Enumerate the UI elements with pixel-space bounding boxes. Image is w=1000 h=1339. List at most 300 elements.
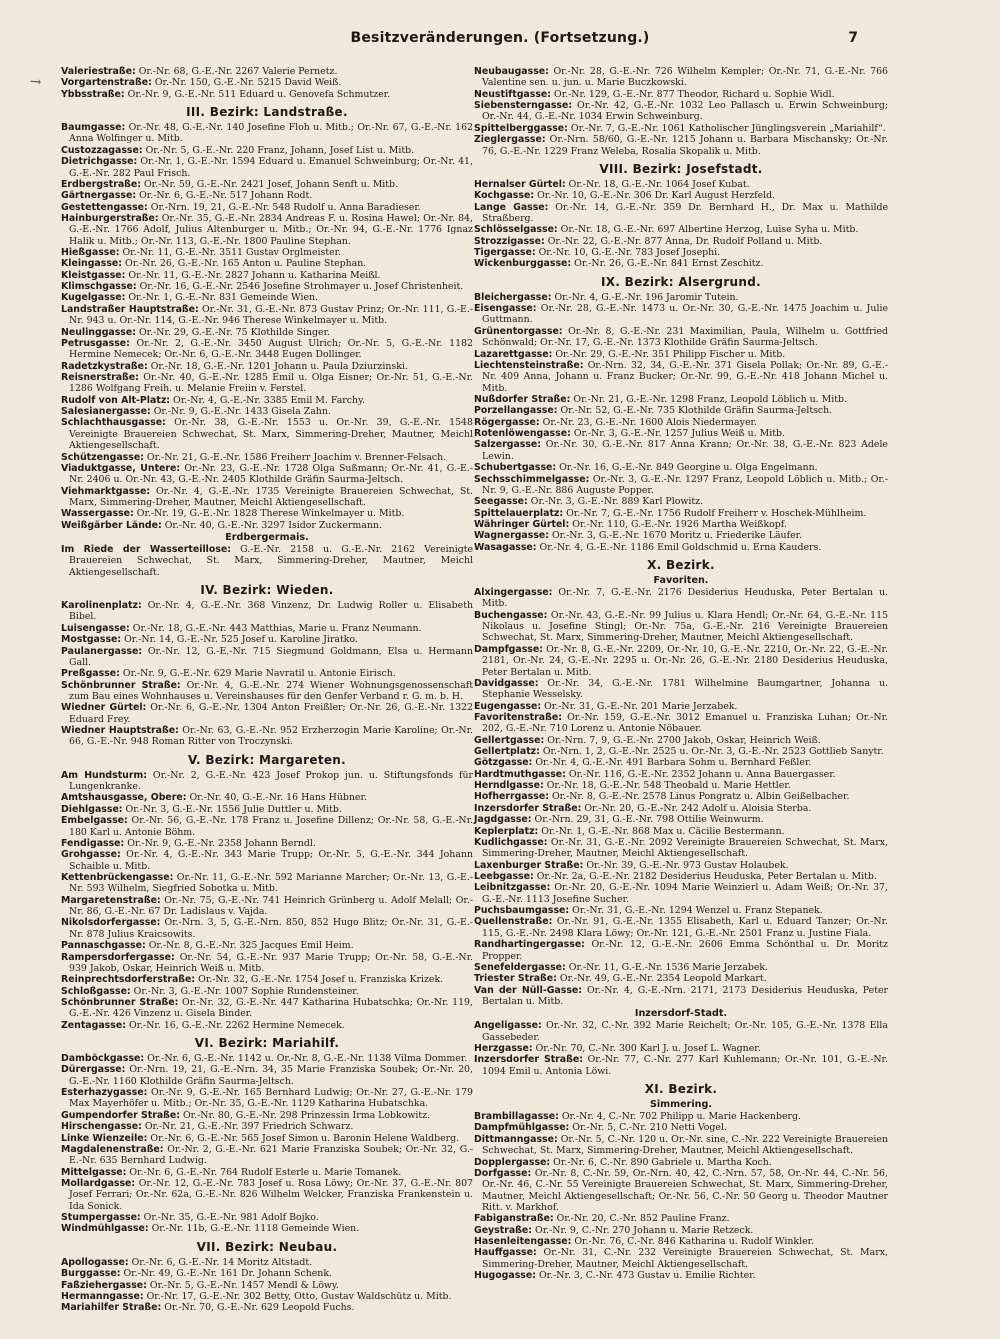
street-entry: [474, 871, 888, 882]
street-entry: [61, 1020, 473, 1031]
street-entry: [474, 496, 888, 507]
street-name: Götzgasse:: [474, 757, 533, 769]
street-name: Dampfgasse:: [474, 643, 543, 655]
street-name: Gellertplatz:: [474, 746, 540, 758]
entry-text: Or.-Nr. 68, G.-E.-Nr. 2267 Valerie Pernetz.: [138, 66, 338, 77]
street-name: Angeligasse:: [474, 1020, 542, 1032]
entry-text: Or.-Nr. 20, C.-Nr. 852 Pauline Franz.: [556, 1213, 730, 1225]
street-name: Wiedner Hauptstraße:: [61, 725, 179, 737]
street-name: Hugogasse:: [474, 1270, 536, 1282]
entry-text: Or.-Nr. 6, G.-E.-Nr. 517 Johann Rodt.: [139, 190, 313, 202]
street-entry: [61, 872, 473, 895]
street-name: Bleichergasse:: [474, 291, 552, 303]
street-name: Seegasse:: [474, 496, 528, 508]
street-entry: [474, 882, 888, 905]
entry-text: Or.-Nr. 40, G.-E.-Nr. 3297 Isidor Zuckermann.: [164, 519, 382, 531]
street-name: Salzergasse:: [474, 439, 542, 451]
street-name: Esterhazygasse:: [61, 1087, 148, 1099]
street-entry: [474, 100, 888, 123]
entry-text: Or.-Nr. 9, G.-E.-Nr. 511 Eduard u. Genovefa Schmutzer.: [127, 88, 391, 100]
street-entry: [474, 405, 888, 416]
street-name: Hauffgasse:: [474, 1247, 537, 1259]
street-name: Hardtmuthgasse:: [474, 768, 566, 780]
entry-text: Or.-Nr. 18, G.-E.-Nr. 1201 Johann u. Paula Dziurzinski.: [150, 360, 408, 372]
street-entry: [474, 1270, 888, 1281]
street-name: Faßziehergasse:: [61, 1279, 147, 1291]
entry-text: Or.-Nr. 8, G.-E.-Nr. 231 Maximilian, Paula, Wilhelm u. Gottfried Schönwald; Or.-Nr. 17, G.-E.-Nr. 1373 Klothilde Gräfin Saurma-Jeltsch.: [482, 325, 888, 349]
district-heading: V. Bezirk: Margareten.: [187, 752, 346, 767]
entry-text: Or.-Nrn. 32, 34, G.-E.-Nr. 371 Gisela Pollak; Or.-Nr. 89, G.-E.-Nr. 409 Anna, Johann u. Franz Bucker; Or.-Nr. 99, G.-E.-Nr. 418 Johann Michel u. Mitb.: [482, 359, 889, 394]
entry-text: Or.-Nr. 42, G.-E.-Nr. 1032 Leo Pallasch u. Erwin Schweinburg; Or.-Nr. 44, G.-E.-Nr. 1034 Erwin Schweinburg.: [482, 100, 889, 123]
street-name: Randhartingergasse:: [474, 939, 585, 951]
street-entry: [61, 508, 473, 519]
entry-text: Or.-Nrn. 19, 21, G.-E.-Nr. 548 Rudolf u. Anna Baradieser.: [150, 201, 421, 213]
street-name: Grohgasse:: [61, 849, 121, 861]
street-entry: [474, 1134, 888, 1157]
street-name: Burggasse:: [61, 1268, 121, 1280]
street-entry: [474, 985, 888, 1008]
entry-text: Or.-Nr. 6, G.-E.-Nr. 1304 Anton Freißler; Or.-Nr. 26, G.-E.-Nr. 1322 Eduard Frey.: [69, 702, 473, 725]
street-entry: [474, 134, 888, 157]
street-entry: [61, 997, 473, 1020]
subsection-heading: Simmering.: [649, 1099, 713, 1111]
entry-text: Or.-Nr. 77, C.-Nr. 277 Karl Kuhlemann; Or.-Nr. 101, G.-E.-Nr. 1094 Emil u. Antonia Löwi.: [482, 1054, 888, 1077]
entry-text: Or.-Nr. 7, G.-E.-Nr. 2176 Desiderius Heuduska, Peter Bertalan u. Mitb.: [482, 587, 888, 610]
street-name: Porzellangasse:: [474, 405, 558, 417]
entry-text: Or.-Nr. 4, G.-E.-Nr. 1735 Vereinigte Brauereien Schwechat, St. Marx, Simmering-Dreher, Mautner, Meichl Aktiengesellschaft.: [69, 485, 473, 508]
entry-text: Or.-Nr. 2, G.-E.-Nr. 621 Marie Franziska Soubek; Or.-Nr. 32, G.-E.-Nr. 635 Bernhard Ludwig.: [69, 1143, 473, 1167]
street-entry: [61, 1268, 473, 1279]
street-entry: [474, 678, 888, 701]
street-entry: [61, 974, 473, 985]
subsection-heading: Erdbergermais.: [225, 532, 309, 544]
entry-text: Or.-Nr. 5, G.-E.-Nr. 1457 Mendl & Löwy.: [149, 1279, 339, 1291]
street-entry: [61, 815, 473, 838]
entry-text: Or.-Nr. 9, G.-E.-Nr. 2358 Johann Berndl.: [127, 837, 316, 849]
entry-text: Or.-Nr. 9, G.-E.-Nr. 629 Marie Navratil u. Antonie Eirisch.: [122, 668, 396, 680]
street-name: Custozzagasse:: [61, 144, 143, 156]
street-name: Dietrichgasse:: [61, 156, 138, 168]
entry-text: Or.-Nr. 28, G.-E.-Nr. 726 Wilhelm Kempler; Or.-Nr. 71, G.-E.-Nr. 766 Valentine sen. u. jun. u. Marie Buczkowski.: [482, 66, 889, 89]
street-name: Hirschengasse:: [61, 1121, 142, 1133]
street-entry: [474, 1111, 888, 1122]
entry-text: Or.-Nr. 76, C.-Nr. 846 Katharina u. Rudolf Winkler.: [574, 1236, 815, 1248]
street-name: Buchengasse:: [474, 609, 548, 621]
street-entry: [474, 66, 888, 89]
street-entry: [61, 520, 473, 531]
street-name: Fabiganstraße:: [474, 1213, 554, 1225]
street-entry: [474, 417, 888, 428]
entry-text: Or.-Nr. 56, G.-E.-Nr. 178 Franz u. Josefine Dillenz; Or.-Nr. 58, G.-E.-Nr. 180 Karl u. Antonie Böhm.: [69, 815, 473, 838]
street-name: Margaretenstraße:: [61, 894, 161, 906]
entry-text: Or.-Nr. 40, G.-E.-Nr. 16 Hans Hübner.: [189, 792, 367, 804]
street-name: Kettenbrückengasse:: [61, 872, 174, 883]
entry-text: Or.-Nrn. 58/60, G.-E.-Nr. 1215 Johann u. Barbara Mischansky; Or.-Nr. 76, G.-E.-Nr. 1229 Franz Weleba, Rosalia Skopalik u. Mitb.: [482, 134, 888, 157]
entry-text: Or.-Nr. 29, G.-E.-Nr. 351 Philipp Fischer u. Mitb.: [555, 348, 786, 360]
entry-text: Or.-Nr. 116, G.-E.-Nr. 2352 Johann u. Anna Bauergasser.: [568, 768, 836, 780]
street-name: Herndlgasse:: [474, 780, 544, 792]
street-entry: [61, 1212, 473, 1223]
street-entry: [474, 962, 888, 973]
street-entry: [474, 224, 888, 235]
street-entry: [474, 916, 888, 939]
street-entry: [61, 702, 473, 725]
street-entry: [61, 646, 473, 669]
entry-text: Or.-Nr. 20, G.-E.-Nr. 1094 Marie Weinzierl u. Adam Weiß; Or.-Nr. 37, G.-E.-Nr. 1113 Josefine Sucher.: [482, 882, 888, 905]
entry-text: Or.-Nrn. 7, 9, G.-E.-Nr. 2700 Jakob, Oskar, Heinrich Weiß.: [547, 734, 821, 746]
street-entry: [61, 486, 473, 509]
street-name: Keplerplatz:: [474, 825, 539, 837]
entry-text: Or.-Nr. 4, G.-E.-Nr. 274 Wiener Wohnungsgenossenschaft zum Bau eines Wohnhauses u. Vereinshauses für den Genfer Verband r. G. m. b. H.: [69, 679, 474, 702]
street-name: Gärtnergasse:: [61, 190, 137, 202]
street-name: Mittelgasse:: [61, 1166, 127, 1178]
street-entry: [474, 202, 888, 225]
street-name: Dürergasse:: [61, 1064, 126, 1076]
street-entry: [61, 156, 473, 179]
street-entry: [474, 1043, 888, 1054]
street-entry: [61, 270, 473, 281]
entry-text: Or.-Nr. 31, G.-E.-Nr. 201 Marie Jerzabek.: [544, 700, 738, 712]
street-entry: [61, 1167, 473, 1178]
street-entry: [61, 327, 473, 338]
street-name: Gumpendorfer Straße:: [61, 1109, 181, 1121]
street-name: Eisengasse:: [474, 303, 537, 315]
entry-text: Or.-Nrn. 1, 2, G.-E.-Nr. 2525 u. Or.-Nr. 3, G.-E.-Nr. 2523 Gottlieb Sanytr.: [542, 746, 884, 758]
street-entry: [474, 508, 888, 519]
street-name: Stumpergasse:: [61, 1212, 141, 1224]
street-name: Wiedner Gürtel:: [61, 702, 147, 714]
street-name: Hermanngasse:: [61, 1290, 144, 1302]
street-name: Am Hundsturm:: [61, 769, 147, 781]
street-entry: [474, 89, 888, 100]
street-name: Inzersdorfer Straße:: [474, 802, 582, 814]
street-entry: [474, 247, 888, 258]
street-name: Nikolsdorfergasse:: [61, 917, 161, 929]
street-name: Neubaugasse:: [474, 66, 549, 77]
street-name: Liechtensteinstraße:: [474, 359, 584, 371]
street-name: Kugelgasse:: [61, 292, 126, 304]
entry-text: Or.-Nr. 16, G.-E.-Nr. 2546 Josefine Strohmayer u. Josef Christenheit.: [139, 281, 464, 293]
entry-text: Or.-Nr. 18, G.-E.-Nr. 443 Matthias, Marie u. Franz Neumann.: [132, 622, 422, 634]
street-name: Herzgasse:: [474, 1043, 533, 1055]
street-entry: [474, 428, 888, 439]
street-entry: [474, 236, 888, 247]
street-entry: [61, 417, 473, 451]
street-entry: [61, 292, 473, 303]
page-title: Besitzveränderungen. (Fortsetzung.): [350, 30, 650, 46]
street-name: Hainburgerstraße:: [61, 212, 159, 224]
street-name: Im Riede der Wasserteillose:: [61, 544, 232, 556]
street-name: Jagdgasse:: [474, 814, 532, 826]
street-name: Rotenlöwengasse:: [474, 428, 571, 440]
street-name: Spittelauerplatz:: [474, 507, 564, 519]
street-entry: [474, 1157, 888, 1168]
street-name: Karolinenplatz:: [61, 600, 142, 612]
street-name: Gellertgasse:: [474, 734, 545, 746]
entry-text: Or.-Nr. 3, G.-E.-Nr. 1257 Julius Weiß u. Mitb.: [573, 428, 786, 440]
entry-text: Or.-Nr. 4, G.-E.-Nr. 368 Vinzenz, Dr. Ludwig Roller u. Elisabeth Bibel.: [69, 600, 473, 623]
page-number: 7: [848, 30, 858, 46]
entry-text: Or.-Nr. 49, G.-E.-Nr. 2354 Leopold Markart.: [559, 973, 767, 985]
entry-text: Or.-Nr. 11, G.-E.-Nr. 2827 Johann u. Katharina Meißl.: [128, 269, 381, 281]
district-heading: IX. Bezirk: Alsergrund.: [601, 274, 761, 289]
street-entry: [61, 1280, 473, 1291]
entry-text: Or.-Nr. 2, G.-E.-Nr. 423 Josef Prokop jun. u. Stiftungsfonds für Lungenkranke.: [69, 769, 473, 793]
street-entry: [61, 179, 473, 190]
street-entry: [61, 600, 473, 623]
entry-text: Or.-Nr. 2a, G.-E.-Nr. 2182 Desiderius Heuduska, Peter Bertalan u. Mitb.: [536, 871, 877, 882]
entry-text: Or.-Nr. 70, G.-E.-Nr. 629 Leopold Fuchs.: [164, 1302, 355, 1314]
street-name: Schlösselgasse:: [474, 224, 558, 236]
street-name: Schloßgasse:: [61, 985, 131, 997]
street-name: Viehmarktgasse:: [61, 485, 151, 497]
street-name: Lazarettgasse:: [474, 348, 553, 360]
street-entry: [61, 770, 473, 793]
street-name: Reisnerstraße:: [61, 371, 139, 383]
street-name: Preßgasse:: [61, 668, 120, 680]
street-entry: [474, 769, 888, 780]
entry-text: Or.-Nr. 9, G.-E.-Nr. 1433 Gisela Zahn.: [153, 406, 331, 418]
street-name: Zentagasse:: [61, 1019, 126, 1031]
street-name: Inzersdorfer Straße:: [474, 1054, 583, 1066]
entry-text: Or.-Nr. 59, G.-E.-Nr. 2421 Josef, Johann Senft u. Mitb.: [144, 178, 399, 190]
entry-text: Or.-Nr. 28, G.-E.-Nr. 1473 u. Or.-Nr. 30, G.-E.-Nr. 1475 Joachim u. Julie Guttmann.: [482, 303, 888, 326]
street-name: Dittmanngasse:: [474, 1133, 558, 1145]
street-name: Schönbrunner Straße:: [61, 996, 179, 1008]
street-entry: [474, 905, 888, 916]
street-entry: [474, 973, 888, 984]
street-name: Nußdorfer Straße:: [474, 393, 571, 405]
street-entry: [61, 213, 473, 247]
entry-text: Or.-Nr. 8, C.-Nr. 59, Or.-Nrn. 40, 42, C.-Nrn. 57, 58, Or.-Nr. 44, C.-Nr. 56, Or.-Nr. 46, C.-Nr. 55 Vereinigte Brauereien Schwechat, St. Marx, Simmering-Dreher, Mautner, Meichl Aktiengesellschaft; Or.-Nr. 56, C.-Nr. 50 Georg u. Theodor Mautner Ritt. v. Markhof.: [482, 1167, 888, 1213]
street-entry: [474, 701, 888, 712]
district-heading: XI. Bezirk.: [644, 1082, 718, 1097]
street-name: Brambillagasse:: [474, 1111, 559, 1123]
entry-text: Or.-Nr. 80, G.-E.-Nr. 298 Prinzessin Irma Lobkowitz.: [183, 1109, 431, 1121]
street-name: Amtshausgasse, Obere:: [61, 792, 187, 804]
entry-text: Or.-Nr. 110, G.-E.-Nr. 1926 Martha Weißkopf.: [572, 518, 787, 530]
street-entry: [474, 610, 888, 644]
street-name: Mariahilfer Straße:: [61, 1302, 162, 1314]
entry-text: Or.-Nr. 3, G.-E.-Nr. 1670 Moritz u. Friederike Läufer.: [552, 530, 803, 542]
street-entry: [474, 474, 888, 497]
entry-text: Or.-Nr. 30, G.-E.-Nr. 817 Anna Krann; Or.-Nr. 38, G.-E.-Nr. 823 Adele Lewin.: [482, 439, 888, 462]
street-entry: [61, 247, 473, 258]
entry-text: Or.-Nr. 5, C.-Nr. 210 Netti Vogel.: [572, 1122, 727, 1134]
street-entry: [474, 190, 888, 201]
street-name: Wagnergasse:: [474, 530, 550, 542]
street-name: Hasenleitengasse:: [474, 1236, 572, 1248]
street-name: Siebensterngasse:: [474, 100, 573, 112]
entry-text: Or.-Nr. 8, G.-E.-Nr. 2578 Linus Pongratz u. Albin Geißelbacher.: [551, 791, 850, 803]
street-name: Linke Wienzeile:: [61, 1132, 148, 1144]
street-name: Dorfgasse:: [474, 1167, 532, 1179]
street-entry: [474, 791, 888, 802]
entry-text: Or.-Nr. 12, G.-E.-Nr. 783 Josef u. Rosa Löwy; Or.-Nr. 37, G.-E.-Nr. 807 Josef Ferrari; Or.-Nr. 62a, G.-E.-Nr. 826 Wilhelm Welcker, Franziska Frankenstein u. Ida Sonick.: [69, 1177, 473, 1212]
entry-text: Or.-Nr. 32, G.-E.-Nr. 1754 Josef u. Franziska Krizek.: [198, 974, 444, 986]
street-name: Lange Gasse:: [474, 201, 549, 213]
entry-text: Or.-Nr. 26, G.-E.-Nr. 165 Anton u. Pauline Stephan.: [125, 258, 367, 270]
street-name: Landstraßer Hauptstraße:: [61, 303, 199, 315]
street-entry: [61, 1178, 473, 1212]
street-name: Schönbrunner Straße:: [61, 679, 181, 691]
entry-text: Or.-Nr. 11, G.-E.-Nr. 592 Marianne Marcher; Or.-Nr. 13, G.-E.-Nr. 593 Wilhelm, Siegfried Sobotka u. Mitb.: [69, 872, 473, 895]
entry-text: Or.-Nr. 48, G.-E.-Nr. 140 Josefine Floh u. Mitb.; Or.-Nr. 67, G.-E.-Nr. 162 Anna Wolfinger u. Mitb.: [69, 122, 474, 145]
street-name: Petrusgasse:: [61, 337, 130, 349]
street-name: Mollardgasse:: [61, 1177, 136, 1189]
street-entry: [61, 372, 473, 395]
street-name: Schlachthausgasse:: [61, 417, 166, 429]
street-name: Reinprechtsdorferstraße:: [61, 974, 196, 986]
entry-text: Or.-Nr. 2, G.-E.-Nr. 3450 August Ulrich; Or.-Nr. 5, G.-E.-Nr. 1182 Hermine Nemecek; Or.-Nr. 6, G.-E.-Nr. 3448 Eugen Dollinger.: [69, 337, 473, 361]
street-name: Strozzigasse:: [474, 235, 545, 247]
street-entry: [474, 1236, 888, 1247]
street-entry: [474, 644, 888, 678]
entry-text: Or.-Nr. 31, C.-Nr. 232 Vereinigte Brauereien Schwechat, St. Marx, Simmering-Dreher, Mautner, Meichl Aktiengesellschaft.: [482, 1247, 888, 1270]
street-name: Klimschgasse:: [61, 281, 137, 293]
entry-text: Or.-Nr. 26, G.-E.-Nr. 841 Ernst Zeschitz.: [574, 258, 764, 270]
street-name: Schützengasse:: [61, 451, 144, 463]
entry-text: Or.-Nr. 3, G.-E.-Nr. 1007 Sophie Rundensteiner.: [133, 985, 359, 997]
street-entry: [61, 361, 473, 372]
street-name: Wassergasse:: [61, 508, 134, 520]
street-entry: [61, 680, 473, 703]
street-name: Eugengasse:: [474, 700, 542, 712]
street-name: Tigergasse:: [474, 247, 536, 259]
street-entry: [61, 1133, 473, 1144]
street-name: Schubertgasse:: [474, 462, 557, 474]
street-entry: [474, 837, 888, 860]
street-name: Windmühlgasse:: [61, 1223, 149, 1235]
entry-text: Or.-Nr. 63, G.-E.-Nr. 952 Erzherzogin Marie Karoline; Or.-Nr. 66, G.-E.-Nr. 948 Roman Ritter von Troczynski.: [69, 725, 473, 748]
entry-text: Or.-Nr. 9, C.-Nr. 270 Johann u. Marie Retzeck.: [535, 1224, 754, 1236]
entry-text: Or.-Nr. 54, G.-E.-Nr. 937 Marie Trupp; Or.-Nr. 58, G.-E.-Nr. 939 Jakob, Oskar, Heinrich Weiß u. Mitb.: [69, 951, 473, 974]
street-entry: [474, 939, 888, 962]
entry-text: Or.-Nr. 4, G.-E.-Nr. 3385 Emil M. Farchy.: [173, 394, 366, 406]
street-entry: [474, 303, 888, 326]
street-name: Weißgärber Lände:: [61, 519, 162, 531]
street-name: Kleingasse:: [61, 258, 123, 270]
street-name: Triester Straße:: [474, 973, 557, 985]
street-entry: [474, 519, 888, 530]
entry-text: Or.-Nr. 20, G.-E.-Nr. 242 Adolf u. Aloisia Sterba.: [584, 802, 812, 814]
street-entry: [474, 1247, 888, 1270]
entry-text: Or.-Nr. 32, C.-Nr. 392 Marie Reichelt; Or.-Nr. 105, G.-E.-Nr. 1378 Ella Gassebeder.: [482, 1020, 888, 1043]
street-entry: [61, 1291, 473, 1302]
district-heading: VII. Bezirk: Neubau.: [196, 1239, 338, 1254]
entry-text: Or.-Nr. 49, G.-E.-Nr. 161 Dr. Johann Schenk.: [123, 1268, 332, 1280]
entry-text: Or.-Nr. 40, G.-E.-Nr. 1285 Emil u. Olga Eisner; Or.-Nr. 51, G.-E.-Nr. 1286 Wolfgang Freih. u. Melanie Freiin v. Ferstel.: [69, 371, 473, 395]
entry-text: Or.-Nr. 35, G.-E.-Nr. 2834 Andreas F. u. Rosina Hawel; Or.-Nr. 84, G.-E.-Nr. 1766 Adolf, Julius Altenburger u. Mitb.; Or.-Nr. 94, G.-E.-Nr. 1776 Ignaz Halik u. Mitb.; Or.-Nr. 113, G.-E.-Nr. 1800 Pauline Stephan.: [69, 212, 473, 247]
street-entry: [61, 917, 473, 940]
street-name: Senefeldergasse:: [474, 961, 566, 973]
street-entry: [474, 439, 888, 462]
street-entry: [61, 66, 473, 77]
running-head: [0, 30, 1000, 52]
street-entry: [474, 746, 888, 757]
street-name: Spittelberggasse:: [474, 122, 568, 134]
street-name: Leebgasse:: [474, 871, 534, 882]
entry-text: Or.-Nr. 3, C.-Nr. 473 Gustav u. Emilie Richter.: [538, 1270, 756, 1282]
street-entry: [474, 360, 888, 394]
street-name: Magdalenenstraße:: [61, 1143, 164, 1155]
entry-text: Or.-Nr. 7, G.-E.-Nr. 1756 Rudolf Freiherr v. Hoschek-Mühlheim.: [566, 507, 867, 519]
street-name: Fendigasse:: [61, 837, 125, 849]
street-entry: [474, 542, 888, 553]
street-entry: [474, 1225, 888, 1236]
street-name: Valeriestraße:: [61, 66, 136, 77]
street-name: Leibnitzgasse:: [474, 882, 551, 894]
street-name: Mostgasse:: [61, 634, 122, 646]
entry-text: Or.-Nr. 11b, G.-E.-Nr. 1118 Gemeinde Wien.: [151, 1223, 360, 1235]
street-name: Luisengasse:: [61, 622, 130, 634]
entry-text: Or.-Nr. 14, G.-E.-Nr. 359 Dr. Bernhard H., Dr. Max u. Mathilde Straßberg.: [482, 201, 889, 224]
entry-text: Or.-Nr. 18, G.-E.-Nr. 1064 Josef Kubat.: [568, 178, 750, 190]
district-heading: X. Bezirk.: [647, 558, 715, 573]
street-name: Vorgartenstraße:: [61, 77, 152, 89]
street-entry: [474, 860, 888, 871]
entry-text: Or.-Nr. 35, G.-E.-Nr. 981 Adolf Bojko.: [143, 1212, 319, 1224]
entry-text: Or.-Nr. 3, G.-E.-Nr. 1556 Julie Duttler u. Mitb.: [125, 803, 342, 815]
entry-text: Or.-Nr. 16, G.-E.-Nr. 849 Georgine u. Olga Engelmann.: [559, 462, 818, 474]
entry-text: Or.-Nr. 75, G.-E.-Nr. 741 Heinrich Grünberg u. Adolf Melall; Or.-Nr. 86, G.-E.-Nr. 67 Dr. Ladislaus v. Vajda.: [69, 894, 473, 918]
entry-text: Or.-Nr. 18, G.-E.-Nr. 697 Albertine Herzog, Luise Syha u. Mitb.: [560, 224, 859, 236]
entry-text: Or.-Nr. 23, G.-E.-Nr. 1728 Olga Sußmann; Or.-Nr. 41, G.-E.-Nr. 2406 u. Or.-Nr. 43, G.-E.-Nr. 2405 Klothilde Gräfin Saurma-Jeltsch.: [69, 462, 473, 486]
entry-text: Or.-Nr. 19, G.-E.-Nr. 1828 Therese Winkelmayer u. Mitb.: [136, 508, 405, 520]
entry-text: Or.-Nr. 9, G.-E.-Nr. 165 Bernhard Ludwig; Or.-Nr. 27, G.-E.-Nr. 179 Max Mayerhöfer u. Mitb.; Or.-Nr. 35, G.-E.-Nr. 1129 Katharina Hubatschka.: [69, 1087, 473, 1110]
entry-text: Or.-Nr. 10, G.-E.-Nr. 306 Dr. Karl August Herzfeld.: [537, 190, 776, 202]
entry-text: Or.-Nr. 159, G.-E.-Nr. 3012 Emanuel u. Franziska Luhan; Or.-Nr. 202, G.-E.-Nr. 710 Lorenz u. Antonie Nöbauer.: [482, 711, 889, 735]
street-name: Laxenburger Straße:: [474, 859, 584, 871]
street-entry: [61, 1144, 473, 1167]
street-name: Van der Nüll-Gasse:: [474, 984, 583, 996]
entry-text: Or.-Nr. 14, G.-E.-Nr. 525 Josef u. Karoline Jiratko.: [124, 634, 358, 646]
street-entry: [61, 77, 473, 88]
entry-text: Or.-Nr. 8, G.-E.-Nr. 325 Jacques Emil Heim.: [148, 940, 354, 952]
street-entry: [61, 452, 473, 463]
street-entry: [61, 463, 473, 486]
street-entry: [474, 803, 888, 814]
street-entry: [474, 1020, 888, 1043]
street-entry: [61, 1302, 473, 1313]
street-entry: [61, 838, 473, 849]
street-entry: [61, 940, 473, 951]
entry-text: Or.-Nr. 8, G.-E.-Nr. 2209, Or.-Nr. 10, G.-E.-Nr. 2210, Or.-Nr. 22, G.-E.-Nr. 2181, Or.-Nr. 24, G.-E.-Nr. 2295 u. Or.-Nr. 26, G.-E.-Nr. 2180 Desiderius Heuduska, Peter Bertalan u. Mitb.: [482, 643, 888, 678]
entry-text: Or.-Nr. 23, G.-E.-Nr. 1600 Alois Niedermayer.: [542, 416, 757, 428]
entry-text: Or.-Nr. 3, G.-E.-Nr. 1297 Franz, Leopold Löblich u. Mitb.; Or.-Nr. 9, G.-E.-Nr. 886 Auguste Popper.: [482, 473, 889, 496]
street-entry: [61, 623, 473, 634]
entry-text: Or.-Nr. 22, G.-E.-Nr. 877 Anna, Dr. Rudolf Polland u. Mitb.: [547, 235, 823, 247]
entry-text: Or.-Nrn. 29, 31, G.-E.-Nr. 798 Ottilie Weinwurm.: [534, 814, 764, 826]
street-entry: [61, 406, 473, 417]
entry-text: Or.-Nr. 17, G.-E.-Nr. 302 Betty, Otto, Gustav Waldschütz u. Mitb.: [146, 1290, 452, 1302]
right-column: [474, 66, 888, 1282]
street-entry: [61, 668, 473, 679]
street-entry: [61, 1257, 473, 1268]
entry-text: Or.-Nr. 4, G.-E.-Nrn. 2171, 2173 Desiderius Heuduska, Peter Bertalan u. Mitb.: [482, 984, 889, 1007]
street-name: Radetzkystraße:: [61, 360, 148, 372]
street-name: Puchsbaumgasse:: [474, 905, 570, 917]
street-entry: [61, 792, 473, 803]
street-name: Dampfmühlgasse:: [474, 1122, 570, 1134]
street-name: Viaduktgasse, Untere:: [61, 462, 181, 474]
street-entry: [474, 735, 888, 746]
entry-text: Or.-Nr. 6, G.-E.-Nr. 764 Rudolf Esterle u. Marie Tomanek.: [129, 1166, 402, 1178]
street-entry: [61, 725, 473, 748]
street-entry: [61, 145, 473, 156]
street-name: Pannaschgasse:: [61, 940, 146, 952]
street-name: Gestettengasse:: [61, 201, 148, 213]
